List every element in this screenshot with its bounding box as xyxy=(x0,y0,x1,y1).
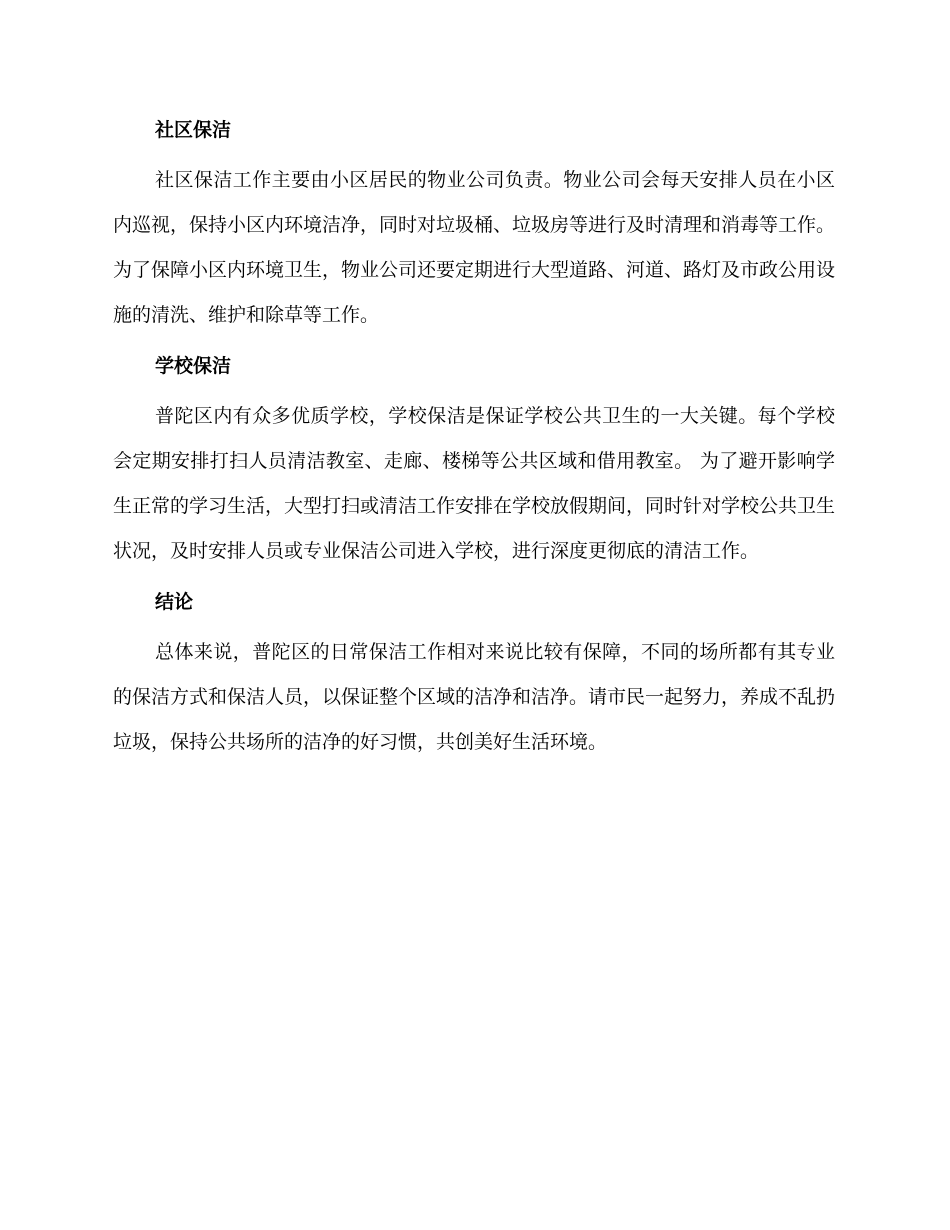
section-paragraph: 总体来说，普陀区的日常保洁工作相对来说比较有保障，不同的场所都有其专业的保洁方式和保洁人员，以保证整个区域的洁净和洁净。请市民一起努力，养成不乱扔垃圾，保持公共场所的洁净的好习惯，共创美好生活环境。 xyxy=(113,641,836,753)
section-paragraph: 社区保洁工作主要由小区居民的物业公司负责。物业公司会每天安排人员在小区内巡视，保持小区内环境洁净，同时对垃圾桶、垃圾房等进行及时清理和消毒等工作。为了保障小区内环境卫生，物业公司还要定期进行大型道路、河道、路灯及市政公用设施的清洗、维护和除草等工作。 xyxy=(113,169,836,326)
section-heading: 学校保洁 xyxy=(155,355,232,377)
section-community-cleaning xyxy=(113,110,835,338)
section-school-cleaning xyxy=(113,346,835,574)
section-heading: 社区保洁 xyxy=(155,119,232,141)
document-page xyxy=(113,110,835,765)
section-paragraph: 普陀区内有众多优质学校，学校保洁是保证学校公共卫生的一大关键。每个学校会定期安排打扫人员清洁教室、走廊、楼梯等公共区域和借用教室。 为了避开影响学生正常的学习生活，大型打扫或清洁工作安排在学校放假期间，同时针对学校公共卫生状况，及时安排人员或专业保洁公司进入学校，进行深度更彻底的清洁工作。 xyxy=(113,405,836,562)
section-heading: 结论 xyxy=(155,591,194,613)
section-conclusion xyxy=(113,582,835,765)
